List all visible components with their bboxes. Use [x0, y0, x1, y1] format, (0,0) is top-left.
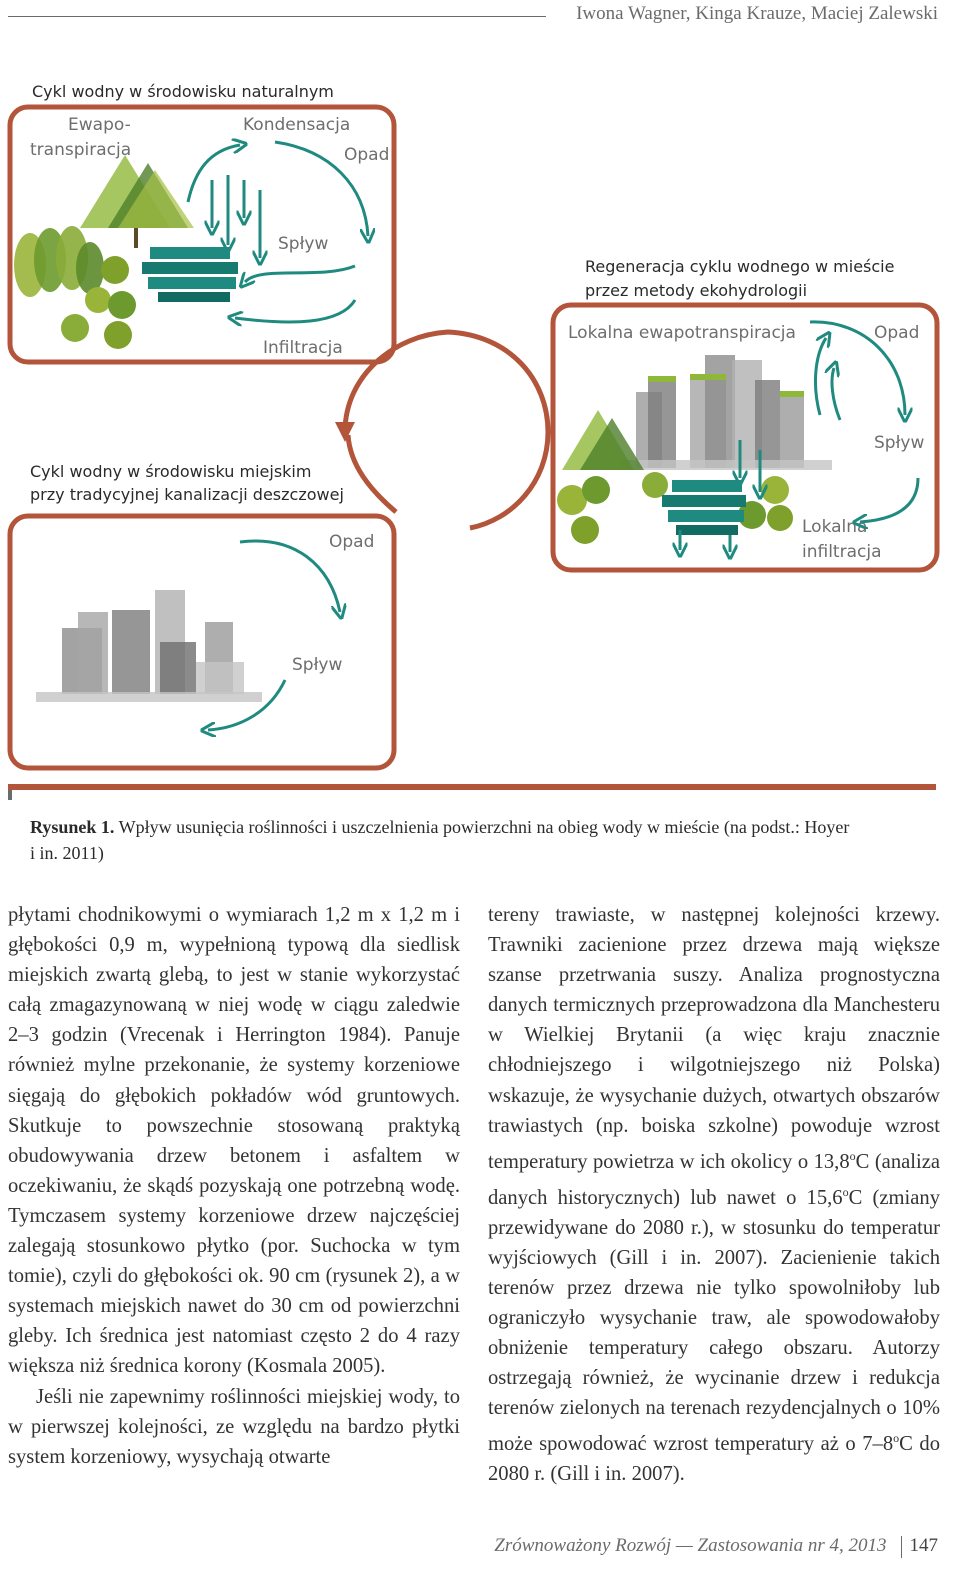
left-paragraph-2: Jeśli nie zapewnimy roślinności miejskiej wody, to w pierwszej kolejności, ze względu na bardzo płytki system korzeniowy, wysychają otwarte	[8, 1385, 460, 1468]
precipitation-label-regeneration: Opad	[874, 323, 920, 343]
precipitation-label-urban: Opad	[329, 532, 375, 552]
degree-sign-1: o	[849, 1148, 856, 1163]
urban-title-1: Cykl wodny w środowisku miejskim	[30, 462, 312, 481]
evapotranspiration-label-1: Ewapo-	[68, 115, 131, 135]
runoff-label-urban: Spływ	[292, 655, 343, 675]
figure-caption	[30, 814, 850, 866]
page-number: 147	[909, 1535, 938, 1556]
natural-cycle-title: Cykl wodny w środowisku naturalnym	[32, 82, 334, 101]
running-header-authors: Iwona Wagner, Kinga Krauze, Maciej Zalewski	[576, 3, 938, 24]
right-text-part-1: tereny trawiaste, w następnej kolejności krzewy. Trawniki zacienione przez drzewa mają większe szanse przetrwania suszy. Analiza prognostyczna danych termicznych przeprowadzona dla Manchesteru w Wielkiej Brytanii (a więc kraju znacznie chłodniejszego i wilgotniejszego niż Polska) wskazuje, że wysychanie dużych, otwartych obszarów trawiastych (np. boiska szkolne) powoduje wzrost temperatury powietrza w ich okolicy o 13,8	[488, 904, 940, 1173]
regeneration-title-1: Regeneracja cyklu wodnego w mieście	[585, 257, 895, 276]
local-infiltration-label-1: Lokalna	[802, 517, 868, 537]
sealed-city-illustration	[36, 590, 262, 702]
caption-side-rule	[8, 790, 12, 800]
right-text-part-3: C (zmiany przewidywane do 2080 r.), w stosunku do temperatur wyjściowych (Gill i in. 2007). Zacienienie takich terenów przez drzewa nie tylko spowolniłoby lub ograniczyło wysychanie traw, ale spowodowałoby obniżenie temperatury całego obszaru. Autorzy ostrzegają również, że wycinanie drzew i redukcja terenów zielonych na terenach rezydencjalnych o 10% może spowodować wzrost temperatury aż o 7–8	[488, 1186, 940, 1456]
regeneration-title-2: przez metody ekohydrologii	[585, 281, 808, 300]
local-infiltration-label-2: infiltracja	[802, 542, 882, 562]
right-text-part-4: C do 2080 r. (Gill i in. 2007).	[488, 1433, 940, 1486]
infiltration-label: Infiltracja	[263, 338, 343, 358]
left-column	[8, 900, 460, 1472]
runoff-label-regeneration: Spływ	[874, 433, 925, 453]
right-paragraph-1	[488, 900, 940, 1489]
degree-sign-3: o	[893, 1431, 900, 1446]
figure-bottom-rule	[8, 784, 936, 790]
runoff-label-natural: Spływ	[278, 234, 329, 254]
central-cycle-arrow	[345, 332, 548, 528]
caption-label: Rysunek 1.	[30, 817, 115, 837]
caption-text: Wpływ usunięcia roślinności i uszczelnienia powierzchni na obieg wody w mieście (na podst.: Hoyer i in. 2011)	[30, 817, 850, 863]
precipitation-label-natural: Opad	[344, 145, 390, 165]
urban-title-2: przy tradycyjnej kanalizacji deszczowej	[30, 485, 344, 504]
left-paragraph-1: płytami chodnikowymi o wymiarach 1,2 m x 1,2 m i głębokości 0,9 m, wypełnioną typową dla siedlisk miejskich zwartą glebą, to jest w stanie wykorzystać całą zmagazynowaną w niej wodę w ciągu zaledwie 2–3 godzin (Vrecenak i Herrington 1984). Panuje również mylne przekonanie, że systemy korzeniowe sięgają do głębokich pokładów wód gruntowych. Skutkuje to powszechnie stosowaną praktyką obudowywania drzew betonem i asfaltem w oczekiwaniu, że skądś pozyskają one potrzebną wodę. Tymczasem systemy korzeniowe drzew najczęściej zalegają stosunkowo płytko (por. Suchocka w tym tomie), czyli do głębokości ok. 90 cm (rysunek 2), a w systemach miejskich nawet do 30 cm od powierzchni gleby. Ich średnica jest natomiast często 2 do 4 razy większa niż średnica korony (Kosmala 2005).	[8, 904, 460, 1378]
page-footer	[494, 1535, 938, 1558]
condensation-label: Kondensacja	[243, 115, 351, 135]
green-city-illustration	[557, 355, 832, 544]
journal-title: Zrównoważony Rozwój — Zastosowania nr 4, 2013	[494, 1535, 887, 1556]
right-column	[488, 900, 940, 1489]
header-rule	[8, 16, 546, 17]
forest-illustration	[14, 155, 238, 349]
evapotranspiration-label-2: transpiracja	[30, 140, 132, 160]
degree-sign-2: o	[842, 1184, 849, 1199]
footer-separator	[901, 1536, 902, 1558]
water-cycle-figure	[0, 60, 960, 800]
local-evapotranspiration-label: Lokalna ewapotranspiracja	[568, 323, 796, 343]
right-text-part-2: C (analiza danych historycznych) lub nawet o 15,6	[488, 1150, 940, 1209]
